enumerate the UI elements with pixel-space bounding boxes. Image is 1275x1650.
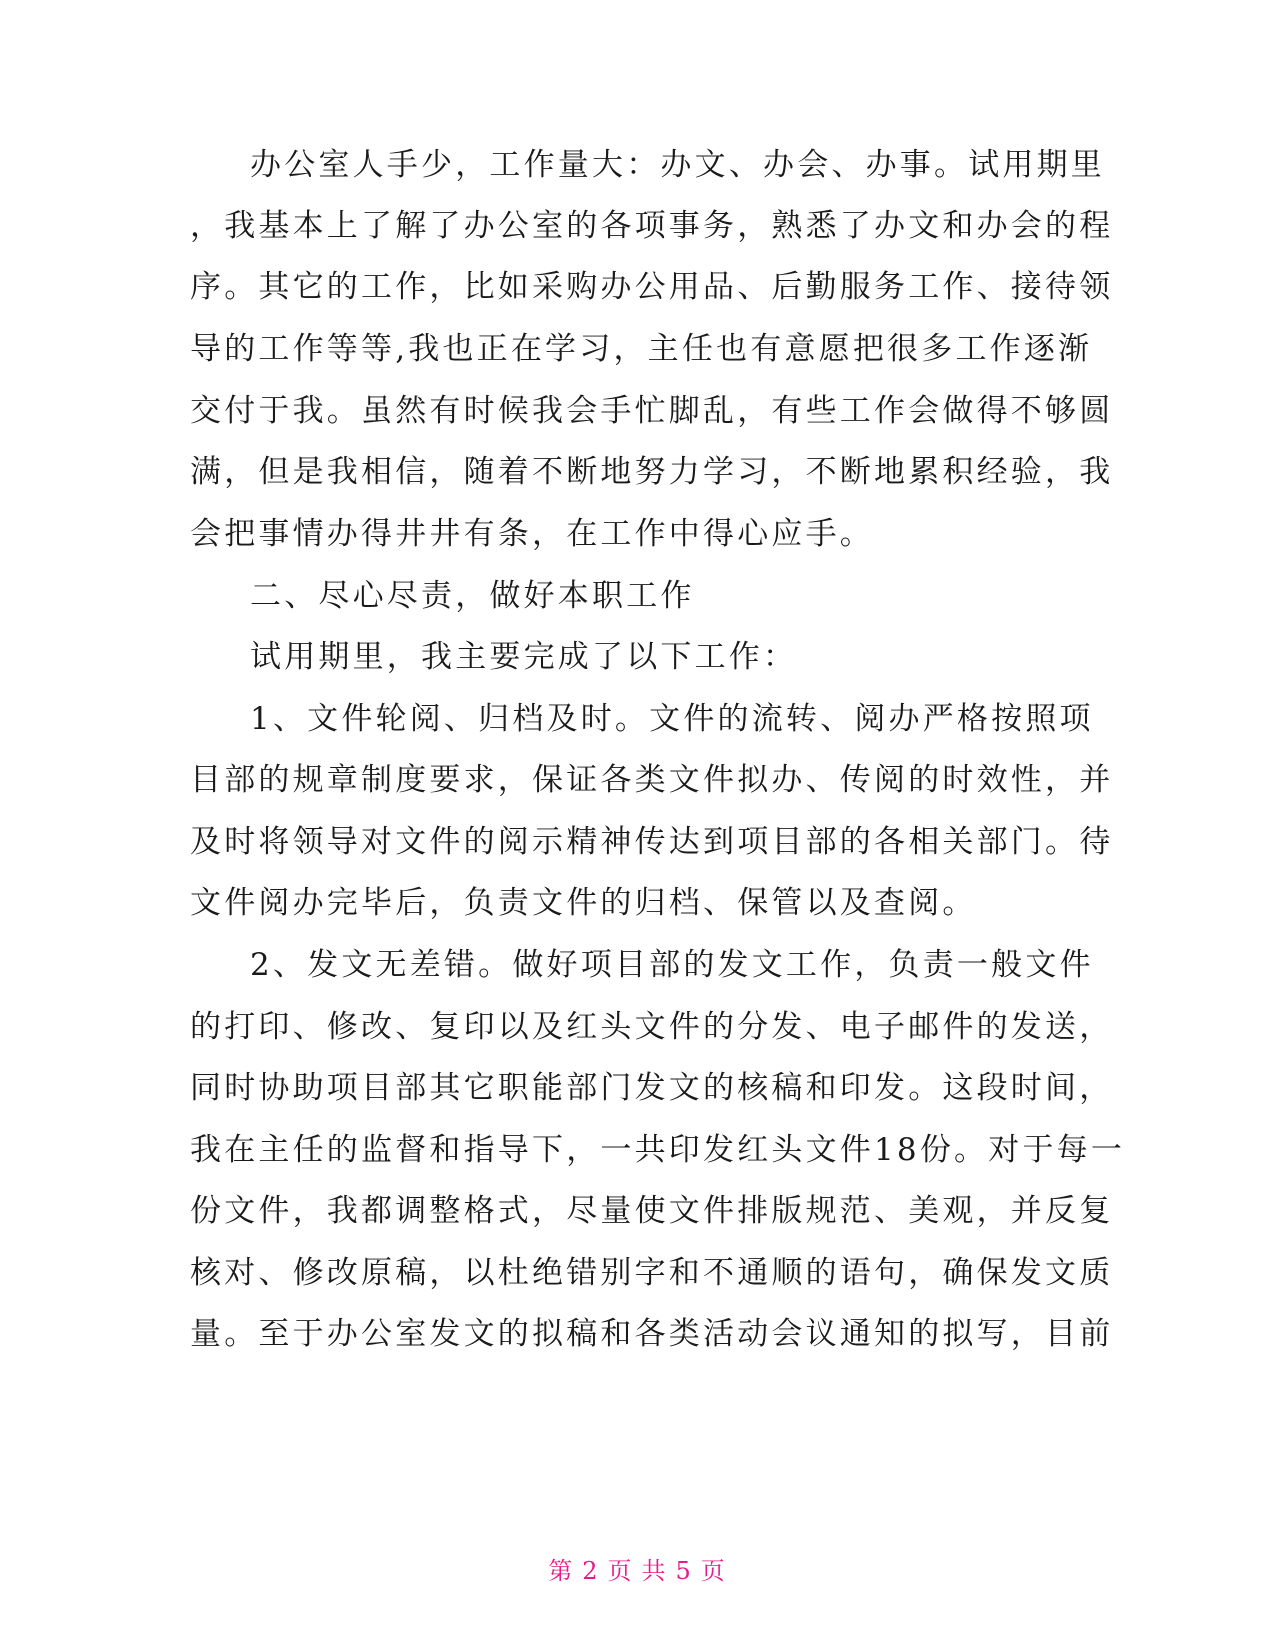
paragraph-line: ，我基本上了解了办公室的各项事务，熟悉了办文和办会的程: [190, 208, 1114, 244]
footer-di: 第: [548, 1557, 575, 1585]
footer-ye-total: 页: [700, 1557, 727, 1585]
paragraph-line: 导的工作等等,我也正在学习，主任也有意愿把很多工作逐渐: [190, 331, 1093, 367]
footer-gong: 共: [641, 1557, 668, 1585]
list-item-line: 的打印、修改、复印以及红头文件的分发、电子邮件的发送，: [190, 1009, 1114, 1045]
list-item-line: 2、发文无差错。做好项目部的发文工作，负责一般文件: [250, 947, 1094, 983]
current-page-number: 2: [582, 1557, 600, 1585]
paragraph-line: 办公室人手少，工作量大：办文、办会、办事。试用期里: [250, 147, 1105, 183]
paragraph-line: 试用期里，我主要完成了以下工作：: [250, 639, 798, 675]
paragraph-line: 满，但是我相信，随着不断地努力学习，不断地累积经验，我: [190, 454, 1114, 490]
list-item-line: 及时将领导对文件的阅示精神传达到项目部的各相关部门。待: [190, 824, 1114, 860]
list-item-line: 份文件，我都调整格式，尽量使文件排版规范、美观，并反复: [190, 1193, 1114, 1229]
list-item-line: 我在主任的监督和指导下，一共印发红头文件18份。对于每一: [190, 1132, 1126, 1168]
list-item-line: 目部的规章制度要求，保证各类文件拟办、传阅的时效性，并: [190, 762, 1114, 798]
list-item-line: 同时协助项目部其它职能部门发文的核稿和印发。这段时间，: [190, 1070, 1114, 1106]
paragraph-line: 序。其它的工作，比如采购办公用品、后勤服务工作、接待领: [190, 269, 1114, 305]
page-footer: [0, 1556, 1275, 1586]
paragraph-line: 交付于我。虽然有时候我会手忙脚乱，有些工作会做得不够圆: [190, 393, 1114, 429]
section-heading: 二、尽心尽责，做好本职工作: [250, 578, 695, 614]
total-page-count: 5: [675, 1557, 693, 1585]
footer-ye: 页: [607, 1557, 634, 1585]
list-item-line: 量。至于办公室发文的拟稿和各类活动会议通知的拟写，目前: [190, 1316, 1114, 1352]
list-item-line: 1、文件轮阅、归档及时。文件的流转、阅办严格按照项: [250, 701, 1094, 737]
list-item-line: 文件阅办完毕后，负责文件的归档、保管以及查阅。: [190, 885, 977, 921]
list-item-line: 核对、修改原稿，以杜绝错别字和不通顺的语句，确保发文质: [190, 1255, 1114, 1291]
paragraph-line: 会把事情办得井井有条，在工作中得心应手。: [190, 516, 874, 552]
